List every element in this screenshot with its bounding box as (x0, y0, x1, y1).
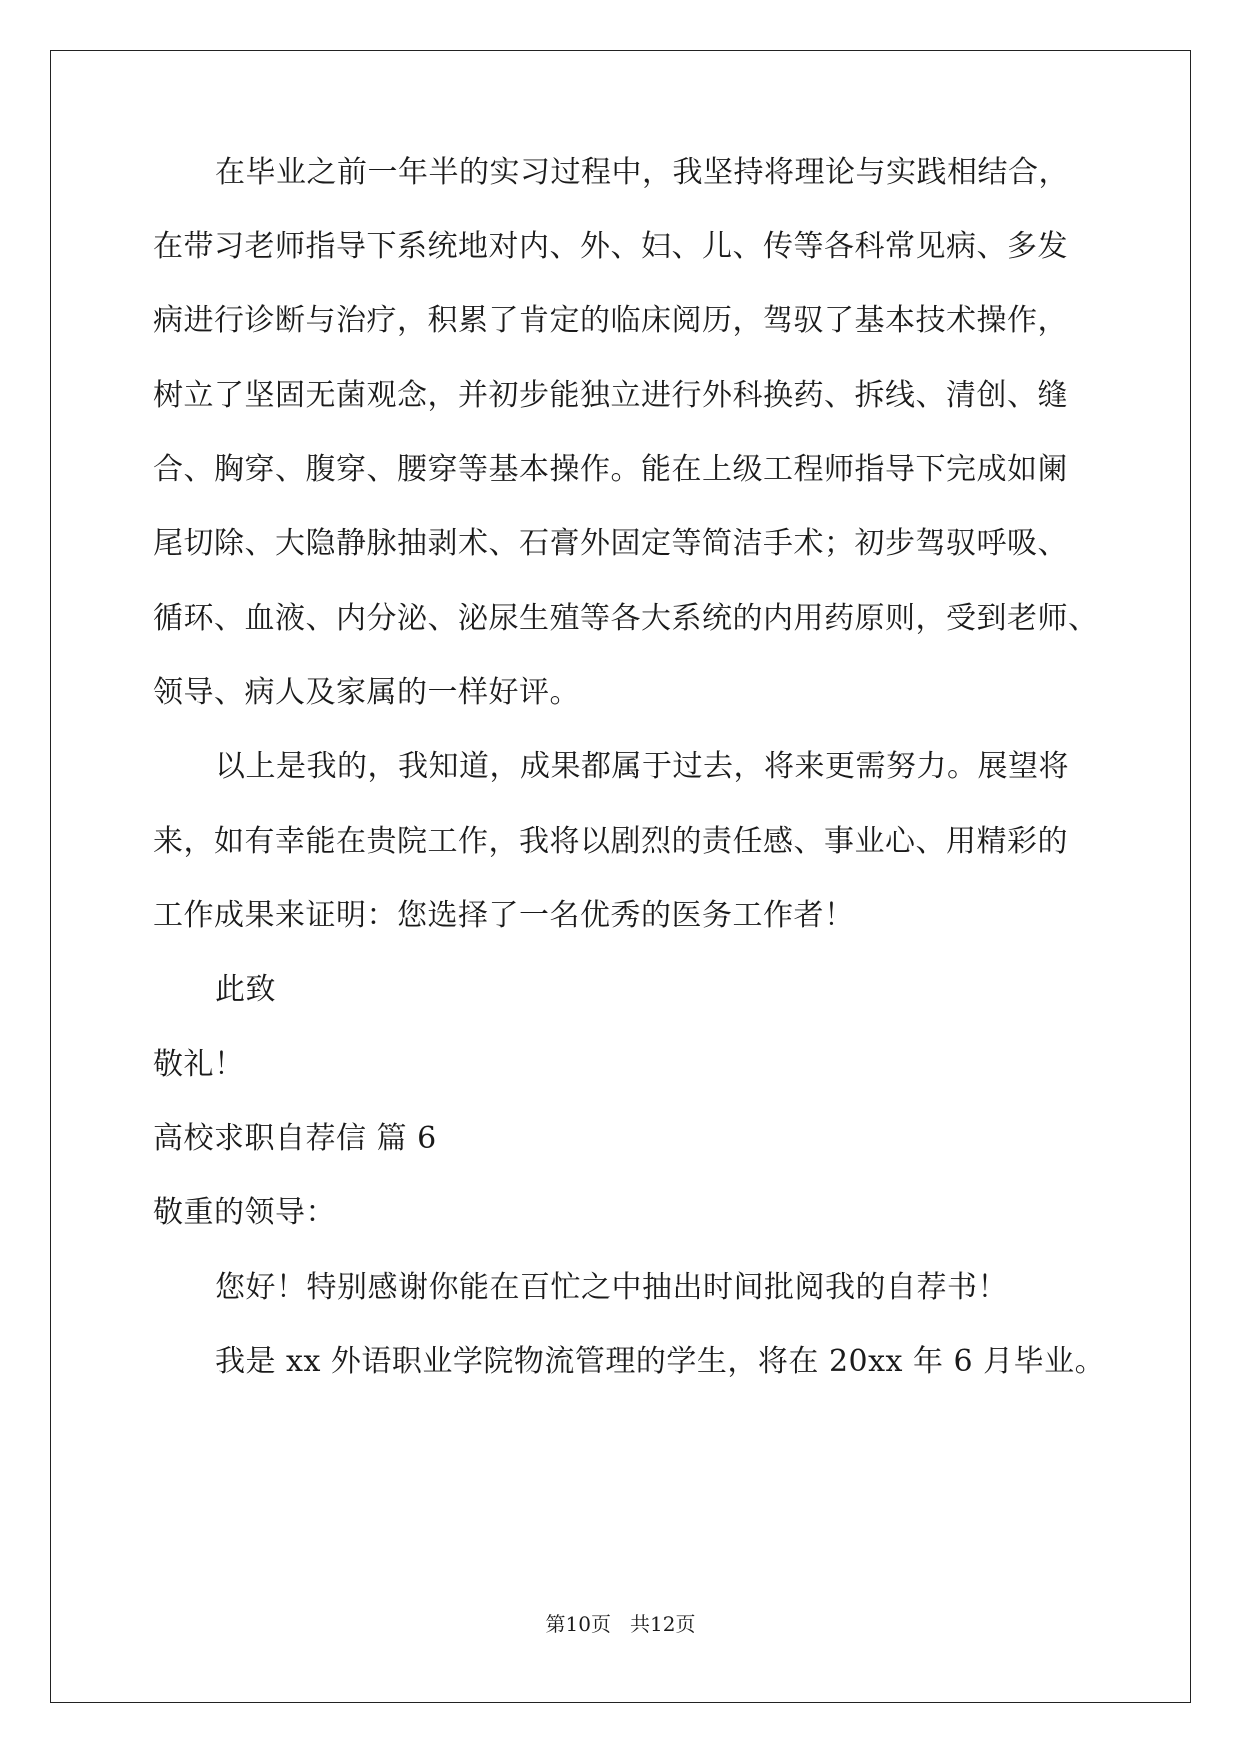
paragraph-line: 病进行诊断与治疗，积累了肯定的临床阅历，驾驭了基本技术操作， (153, 303, 1068, 338)
paragraph-line: 在带习老师指导下系统地对内、外、妇、儿、传等各科常见病、多发 (153, 229, 1068, 264)
paragraph-line: 合、胸穿、腹穿、腰穿等基本操作。能在上级工程师指导下完成如阑 (153, 452, 1068, 487)
paragraph-line: 以上是我的，我知道，成果都属于过去，将来更需努力。展望将 (215, 749, 1069, 784)
paragraph-line: 尾切除、大隐静脉抽剥术、石膏外固定等简洁手术；初步驾驭呼吸、 (153, 526, 1068, 561)
paragraph-line: 我是 xx 外语职业学院物流管理的学生，将在 20xx 年 6 月毕业。 (215, 1344, 1106, 1379)
paragraph-line: 循环、血液、内分泌、泌尿生殖等各大系统的内用药原则，受到老师、 (153, 601, 1099, 636)
paragraph-line: 工作成果来证明：您选择了一名优秀的医务工作者！ (153, 898, 855, 933)
greeting: 敬重的领导： (153, 1195, 336, 1230)
paragraph-line: 您好！特别感谢你能在百忙之中抽出时间批阅我的自荐书！ (215, 1270, 1008, 1305)
paragraph-line: 在毕业之前一年半的实习过程中，我坚持将理论与实践相结合， (215, 155, 1069, 190)
section-heading: 高校求职自荐信 篇 6 (153, 1121, 437, 1156)
paragraph-line: 领导、病人及家属的一样好评。 (153, 675, 580, 710)
page-number-footer: 第10页 共12页 (545, 1612, 696, 1636)
paragraph-line: 来，如有幸能在贵院工作，我将以剧烈的责任感、事业心、用精彩的 (153, 824, 1068, 859)
paragraph-line: 树立了坚固无菌观念，并初步能独立进行外科换药、拆线、清创、缝 (153, 378, 1068, 413)
salutation-closing: 敬礼！ (153, 1047, 245, 1082)
page-border (50, 50, 1191, 1703)
closing-phrase: 此致 (215, 972, 276, 1007)
